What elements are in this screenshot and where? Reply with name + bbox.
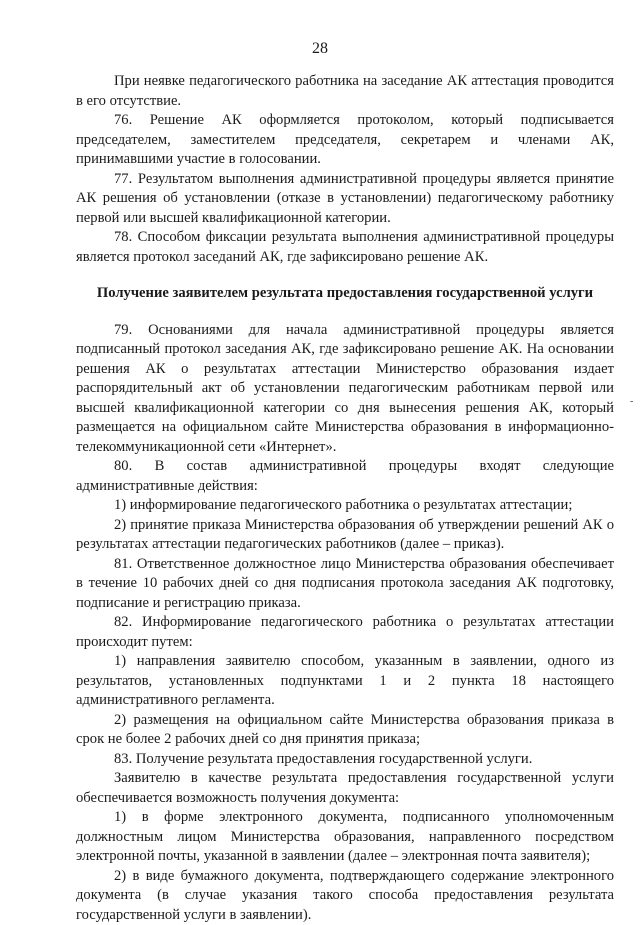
paragraph-83: 83. Получение результата предоставления государственной услуги. bbox=[76, 750, 614, 770]
paragraph-81: 81. Ответственное должностное лицо Министерства образования обеспечивает в течение 10 рабочих дней со дня подписания протокола заседания АК подготовку, подписание и регистрацию приказа. bbox=[76, 555, 614, 614]
page-content bbox=[76, 72, 614, 925]
paragraph-77: 77. Результатом выполнения административной процедуры является принятие АК решения об установлении (отказе в установлении) педагогическому работнику первой или высшей квалификационной категории. bbox=[76, 170, 614, 229]
paragraph-83-item-1: 1) в форме электронного документа, подписанного уполномоченным должностным лицом Министерства образования, направленного посредством электронной почты, указанной в заявлении (далее – электронная почта заявителя); bbox=[76, 808, 614, 867]
paragraph-82-item-1: 1) направления заявителю способом, указанным в заявлении, одного из результатов, установленных подпунктами 1 и 2 пункта 18 настоящего административного регламента. bbox=[76, 652, 614, 711]
paragraph-83-intro: Заявителю в качестве результата предоставления государственной услуги обеспечивается возможность получения документа: bbox=[76, 769, 614, 808]
paragraph-79: 79. Основаниями для начала административной процедуры является подписанный протокол заседания АК, где зафиксировано решение АК. На основании решения АК о результатах аттестации Министерство образования издает распорядительный акт об установлении педагогическим работникам первой или высшей квалификационной категории со дня вынесения решения АК, который размещается на официальном сайте Министерства образования в информационно-телекоммуникационной сети «Интернет». bbox=[76, 321, 614, 458]
paragraph-83-item-2: 2) в виде бумажного документа, подтверждающего содержание электронного документа (в случае указания такого способа предоставления результата государственной услуги в заявлении). bbox=[76, 867, 614, 925]
paragraph-80: 80. В состав административной процедуры входят следующие административные действия: bbox=[76, 457, 614, 496]
section-heading: Получение заявителем результата предоставления государственной услуги bbox=[76, 284, 614, 304]
paragraph-82-item-2: 2) размещения на официальном сайте Министерства образования приказа в срок не более 2 рабочих дней со дня принятия приказа; bbox=[76, 711, 614, 750]
paragraph-80-item-1: 1) информирование педагогического работника о результатах аттестации; bbox=[76, 496, 614, 516]
page-number: 28 bbox=[0, 40, 640, 58]
paragraph-absence-rule: При неявке педагогического работника на заседание АК аттестация проводится в его отсутствие. bbox=[76, 72, 614, 111]
margin-mark: - bbox=[630, 397, 633, 407]
paragraph-78: 78. Способом фиксации результата выполнения административной процедуры является протокол заседаний АК, где зафиксировано решение АК. bbox=[76, 228, 614, 267]
paragraph-82: 82. Информирование педагогического работника о результатах аттестации происходит путем: bbox=[76, 613, 614, 652]
paragraph-76: 76. Решение АК оформляется протоколом, который подписывается председателем, заместителем председателя, секретарем и членами АК, принимавшими участие в голосовании. bbox=[76, 111, 614, 170]
paragraph-80-item-2: 2) принятие приказа Министерства образования об утверждении решений АК о результатах аттестации педагогических работников (далее – приказ). bbox=[76, 516, 614, 555]
